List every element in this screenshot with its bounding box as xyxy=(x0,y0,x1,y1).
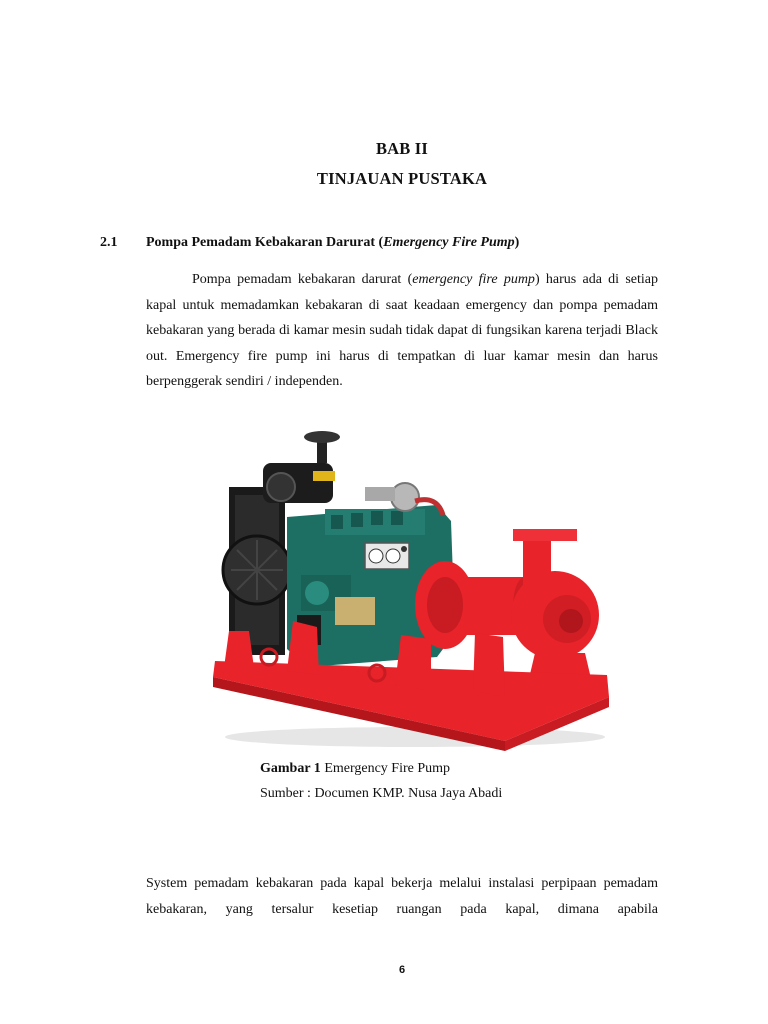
fire-pump-image xyxy=(205,425,625,755)
figure-caption-text: Emergency Fire Pump xyxy=(324,761,451,776)
paragraph-intro-start: Pompa pemadam kebakaran darurat ( xyxy=(192,272,413,287)
chapter-title: TINJAUAN PUSTAKA xyxy=(316,169,488,188)
figure-caption xyxy=(260,761,450,777)
paragraph-system: System pemadam kebakaran pada kapal bekerja melalui instalasi perpipaan pemadam kebakaran, yang tersalur kesetiap ruangan pada kapal, dimana apabila xyxy=(146,876,658,917)
section-title-prefix: Pompa Pemadam Kebakaran Darurat ( xyxy=(146,235,384,250)
paragraph-intro-rest: ) harus ada di setiap kapal untuk memadamkan kebakaran di saat keadaan emergency dan pompa pemadam kebakaran yang berada di kamar mesin sudah tidak dapat di fungsikan karena terjadi Black out. Emergency fire pump ini harus di tempatkan di luar kamar mesin dan harus berpenggerak sendiri / independen. xyxy=(146,272,658,389)
section-title-suffix: ) xyxy=(514,235,520,250)
paragraph-intro xyxy=(146,267,658,395)
figure-source: Sumber : Documen KMP. Nusa Jaya Abadi xyxy=(260,786,503,801)
section-number: 2.1 xyxy=(100,235,118,250)
page-number: 6 xyxy=(398,964,406,976)
section-title xyxy=(146,235,519,251)
paragraph-intro-italic: emergency fire pump xyxy=(412,272,535,287)
chapter-label: BAB II xyxy=(375,139,429,158)
section-title-italic: Emergency Fire Pump xyxy=(383,235,515,250)
figure-caption-label: Gambar 1 xyxy=(260,761,321,776)
